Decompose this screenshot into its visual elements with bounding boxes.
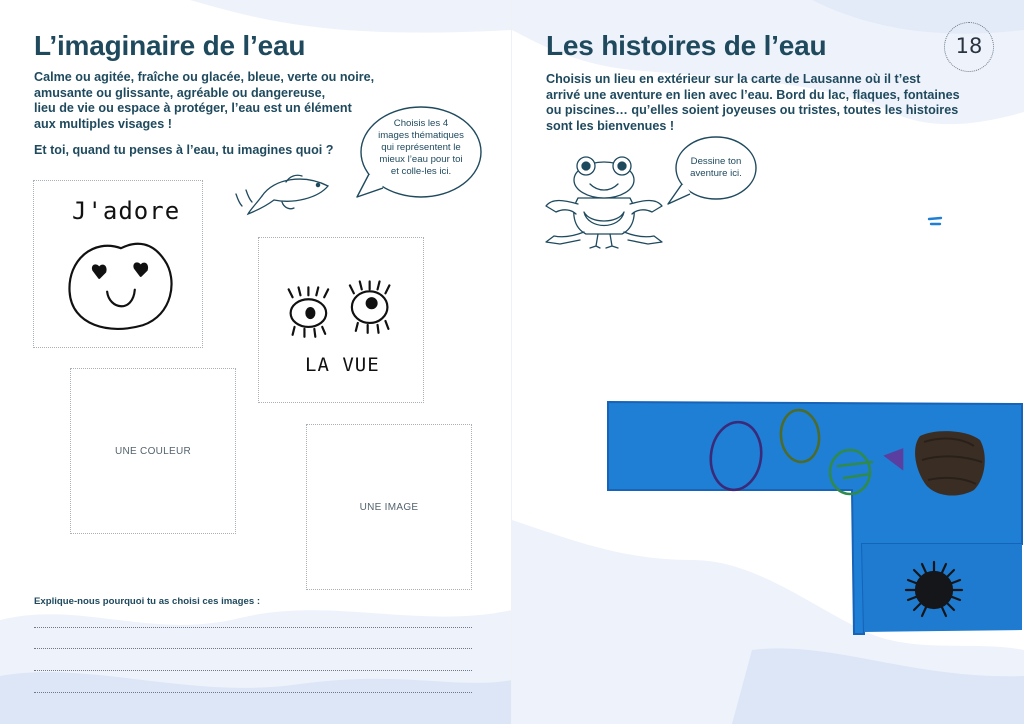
drawing-jadore-label: J'adore <box>72 197 181 225</box>
placeholder-une-image[interactable] <box>306 424 472 590</box>
fish-icon <box>232 168 336 220</box>
page-number: 18 <box>955 34 983 58</box>
left-page-title: L’imaginaire de l’eau <box>34 30 306 61</box>
placeholder-une-couleur-label: UNE COULEUR <box>114 445 192 457</box>
drawing-la-vue-label: LA VUE <box>305 354 380 376</box>
placeholder-une-couleur[interactable] <box>70 368 236 534</box>
answer-line[interactable] <box>34 670 472 671</box>
intro-line: ou piscines… qu’elles soient joyeuses ou tristes, toutes les histoires <box>546 103 959 118</box>
explain-prompt: Explique-nous pourquoi tu as choisi ces images : <box>34 596 261 607</box>
answer-line[interactable] <box>34 692 472 693</box>
frog-icon <box>540 152 668 250</box>
right-intro <box>546 72 966 134</box>
marker-dash-icon <box>926 214 946 228</box>
blue-water-drawing <box>602 394 1024 640</box>
left-bubble-text: Choisis les 4 images thématiques qui représentent le mieux l’eau pour toi et colle-les ici. <box>378 118 464 177</box>
intro-line: sont les bienvenues ! <box>546 118 675 133</box>
intro-line: aux multiples visages ! <box>34 116 172 131</box>
intro-line: arrivé une aventure en lien avec l’eau. Bord du lac, flaques, fontaines <box>546 87 960 102</box>
right-page <box>512 0 1024 724</box>
drawing-jadore <box>33 180 203 348</box>
intro-line: amusante ou glissante, agréable ou dangereuse, <box>34 85 326 100</box>
intro-line: lieu de vie ou espace à protéger, l’eau est un élément <box>34 101 352 116</box>
intro-line: Choisis un lieu en extérieur sur la carte de Lausanne où il t’est <box>546 72 921 86</box>
answer-line[interactable] <box>34 627 472 628</box>
left-question: Et toi, quand tu penses à l’eau, tu imagines quoi ? <box>34 143 334 157</box>
right-page-title: Les histoires de l’eau <box>546 30 827 61</box>
intro-line: Calme ou agitée, fraîche ou glacée, bleue, verte ou noire, <box>34 70 375 84</box>
placeholder-une-image-label: UNE IMAGE <box>359 501 419 513</box>
answer-line[interactable] <box>34 648 472 649</box>
drawing-la-vue <box>258 237 424 403</box>
eyes-drawing <box>259 238 423 402</box>
right-bubble-text: Dessine ton aventure ici. <box>690 156 742 179</box>
